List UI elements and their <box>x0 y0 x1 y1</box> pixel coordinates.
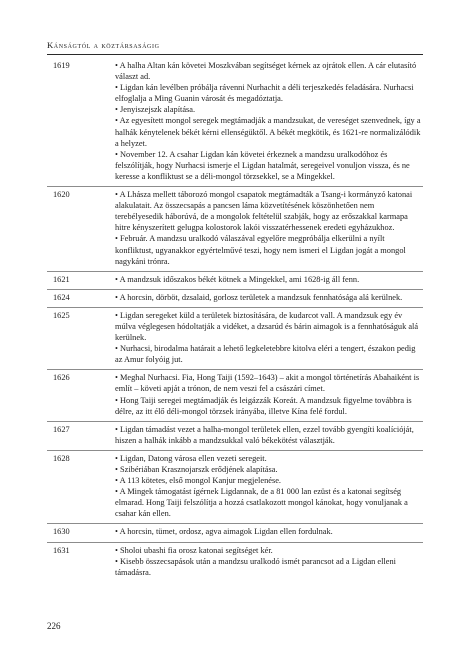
bullet-icon: • <box>115 83 118 93</box>
event-text: Kisebb összecsapások után a mandzsu uralkodó ismét parancsot ad a Ligdan elleni támadásra. <box>115 556 396 577</box>
event-text: A horcsin, dörböt, dzsalaid, gorlosz területek a mandzsuk fennhatósága alá kerülnek. <box>119 292 403 302</box>
event-item <box>115 233 421 266</box>
events-cell <box>111 450 423 524</box>
year-cell: 1619 <box>47 58 111 187</box>
chronology-row <box>47 370 423 421</box>
event-item <box>115 453 421 464</box>
chronology-row <box>47 187 423 272</box>
bullet-icon: • <box>115 476 118 486</box>
bullet-icon: • <box>115 556 118 566</box>
event-text: Ligdan seregeket küld a területek biztosítására, de kudarcot vall. A mandzsuk egy év múlva véglegesen hódoltatják a vidéket, a dzsarúd és bárin aimagok is a fennhatóságuk alá kerülnek. <box>115 310 419 343</box>
event-item <box>115 526 421 537</box>
events-cell <box>111 187 423 272</box>
bullet-icon: • <box>115 234 118 244</box>
events-cell <box>111 307 423 369</box>
header-rule <box>47 54 423 55</box>
events-cell <box>111 370 423 421</box>
year-cell: 1624 <box>47 289 111 307</box>
bullet-icon: • <box>115 105 118 115</box>
events-cell <box>111 524 423 542</box>
event-text: A mandzsuk időszakos békét kötnek a Mingekkel, ami 1628-ig áll fenn. <box>119 274 360 284</box>
bullet-icon: • <box>115 424 118 434</box>
events-cell <box>111 542 423 582</box>
event-text: Ligdan kán levélben próbálja rávenni Nurhachit a déli terjeszkedés feladására. Nurhacsi elfoglalja a Ming Guanin városát és megadóztatja. <box>115 83 414 104</box>
event-item <box>115 424 421 446</box>
events-cell <box>111 271 423 289</box>
event-text: Nurhacsi, birodalma határait a lehető legkeletebbre kitolva eléri a tengert, északon pedig az Amur folyóig jut. <box>115 344 416 365</box>
year-cell: 1626 <box>47 370 111 421</box>
event-item <box>115 475 421 486</box>
event-item <box>115 464 421 475</box>
event-text: Ligdan, Datong városa ellen vezeti seregeit. <box>120 453 267 463</box>
bullet-icon: • <box>115 190 118 200</box>
year-cell: 1627 <box>47 421 111 450</box>
bullet-icon: • <box>115 61 118 70</box>
bullet-icon: • <box>115 116 118 126</box>
event-item <box>115 149 421 182</box>
chronology-row <box>47 307 423 369</box>
event-text: Szibériában Krasznojarszk erődjének alapítása. <box>120 465 278 474</box>
event-item <box>115 395 421 417</box>
event-item <box>115 343 421 365</box>
event-text: Meghal Nurhacsi. Fia, Hong Taiji (1592–1643) – akit a mongol történetírás Abahaiként is említ – követi apját a trónon, de nem veszi fel a császári címet. <box>115 373 420 394</box>
event-item <box>115 556 421 578</box>
bullet-icon: • <box>115 292 118 302</box>
event-text: November 12. A csahar Ligdan kán követei érkeznek a mandzsu uralkodóhoz és felszólítják, hogy Nurhacsi ismerje el Ligdan hatalmát, seregeivel vonuljon vissza, és ne keresse a konfliktust se a déli-mongol törzsekkel, se a Mingekkel. <box>115 149 410 181</box>
event-text: Az egyesített mongol seregek megtámadják a mandzsukat, de vereséget szenvednek, így a halhák kénytelenek békét kérni ellenségüktől. A békét megkötik, és 1621-re normalizálódik a helyzet. <box>115 116 421 148</box>
event-text: A horcsin, tümet, ordosz, agva aimagok Ligdan ellen fordulnak. <box>119 527 333 537</box>
event-item <box>115 82 421 104</box>
event-item <box>115 310 421 343</box>
event-item <box>115 372 421 394</box>
event-text: A halha Altan kán követei Moszkvában segítséget kérnek az ojrátok ellen. A cár elutasító választ ad. <box>115 61 417 82</box>
event-text: A Lhásza mellett táborozó mongol csapatok megtámadták a Tsang-i kormányzó katonai alakulatait. Az összecsapás a pancsen láma közvetítésének köszönhetően nem terebélyesedik háborúvá, de a mongolok feltételül szabják, hogy az erőszakkal karmapa hitre kényszerített gelugpa kolostorok lakói visszatérhessenek eredeti egyházukhoz. <box>115 190 413 233</box>
event-text: Február. A mandzsu uralkodó válaszával egyelőre megpróbálja elkerülni a nyílt konfliktust, ugyanakkor egyértelművé teszi, hogy nem ismeri el Ligdan jogát a mongol nagykáni trónra. <box>115 234 406 266</box>
event-text: Sholoi ubashi fia orosz katonai segítséget kér. <box>120 545 273 555</box>
event-text: A Mingek támogatást ígérnek Ligdannak, de a 81 000 lan ezüst és a katonai segítség elmarad. Hong Taiji felszólítja a hozzá csatlakozott mongol kánokat, hogy vonuljanak a csahar kán ellen. <box>115 487 408 519</box>
bullet-icon: • <box>115 310 118 320</box>
event-item <box>115 104 421 115</box>
bullet-icon: • <box>115 373 118 383</box>
events-cell <box>111 421 423 450</box>
events-cell <box>111 289 423 307</box>
event-item <box>115 274 421 285</box>
chronology-row <box>47 58 423 187</box>
event-text: Ligdan támadást vezet a halha-mongol területek ellen, ezzel tovább gyengíti koalícióját, hiszen a halhák inkább a mandzsukkal való békekötést választják. <box>115 424 414 445</box>
event-item <box>115 292 421 303</box>
event-item <box>115 189 421 233</box>
bullet-icon: • <box>115 149 118 159</box>
bullet-icon: • <box>115 527 118 537</box>
chronology-row <box>47 450 423 524</box>
bullet-icon: • <box>115 545 118 555</box>
year-cell: 1625 <box>47 307 111 369</box>
chronology-row <box>47 542 423 582</box>
running-head: Kánságtól a köztársaságig <box>47 40 160 50</box>
chronology-body <box>47 58 423 582</box>
chronology-row <box>47 524 423 542</box>
event-text: A 113 kötetes, első mongol Kanjur megjelenése. <box>119 476 281 486</box>
year-cell: 1628 <box>47 450 111 524</box>
bullet-icon: • <box>115 465 118 474</box>
event-item <box>115 545 421 556</box>
bullet-icon: • <box>115 487 118 497</box>
bullet-icon: • <box>115 274 118 284</box>
event-text: Jenyiszejszk alapítása. <box>120 105 196 115</box>
page-number: 226 <box>47 621 61 631</box>
chronology-row <box>47 271 423 289</box>
year-cell: 1620 <box>47 187 111 272</box>
bullet-icon: • <box>115 395 118 405</box>
events-cell <box>111 58 423 187</box>
bullet-icon: • <box>115 344 118 354</box>
year-cell: 1630 <box>47 524 111 542</box>
event-item <box>115 60 421 82</box>
chronology-row <box>47 421 423 450</box>
chronology-row <box>47 289 423 307</box>
year-cell: 1621 <box>47 271 111 289</box>
event-text: Hong Taiji seregei megtámadják és leigázzák Koreát. A mandzsuk figyelme továbbra is délre, az itt élő déli-mongol törzsek irányába, illetve Kína felé fordul. <box>115 395 412 416</box>
year-cell: 1631 <box>53 545 70 555</box>
chronology-table <box>47 58 423 582</box>
event-item <box>115 486 421 519</box>
bullet-icon: • <box>115 453 118 463</box>
event-item <box>115 115 421 148</box>
